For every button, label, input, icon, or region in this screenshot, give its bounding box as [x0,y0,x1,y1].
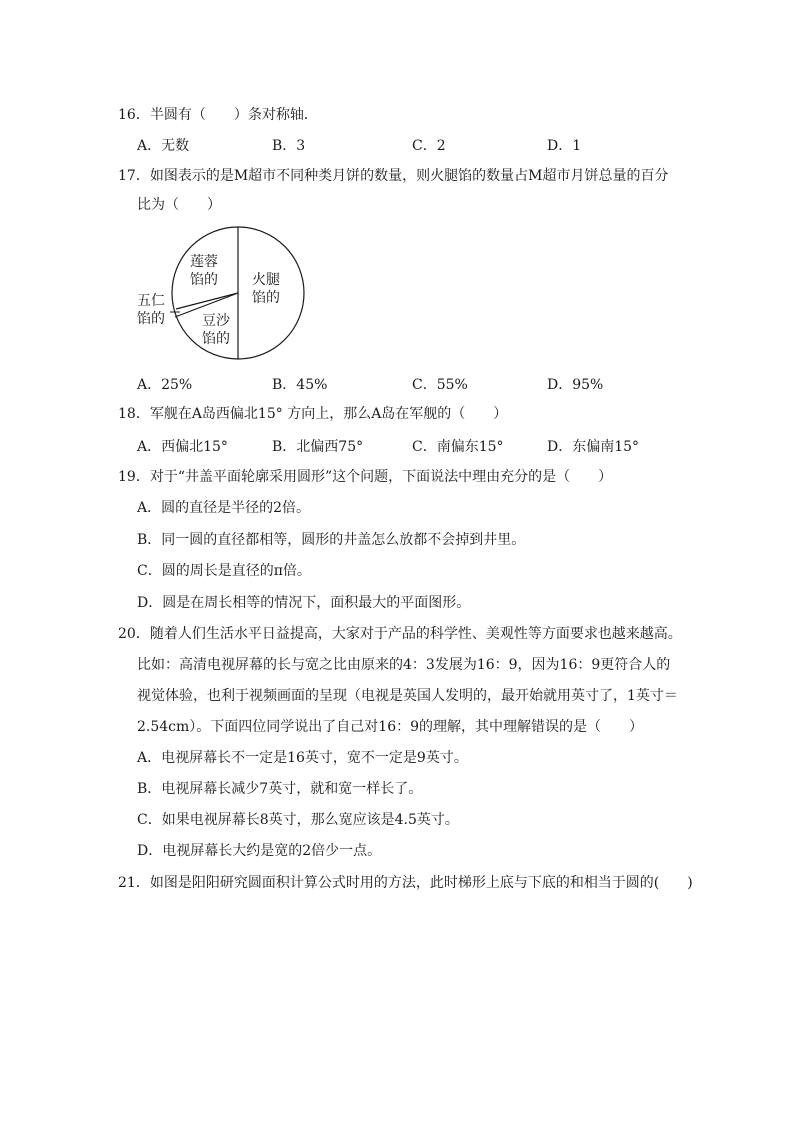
slice-label-ham-2: 馅的 [252,290,280,306]
option-a[interactable]: A．西偏北15° [137,439,228,455]
question-18-stem: 18．军舰在A岛西偏北15° 方向上，那么A岛在军舰的（ ） [118,406,508,422]
slice-label-lotus-1: 莲蓉 [190,254,218,270]
question-19-stem: 19．对于“井盖平面轮廓采用圆形”这个问题，下面说法中理由充分的是（ ） [118,469,613,485]
question-17-stem-line-2: 比为（ ） [137,197,221,213]
question-16-stem: 16．半圆有（ ）条对称轴． [118,107,318,123]
option-b[interactable]: B．3 [272,138,306,154]
question-20-stem-line-2: 比如：高清电视屏幕的长与宽之比由原来的4：3发展为16：9，因为16：9更符合人的 [137,657,671,673]
slice-label-lotus-2: 馅的 [190,272,218,288]
slice-label-five-1: 五仁 [137,293,165,309]
slice-label-bean-1: 豆沙 [202,313,230,329]
option-d[interactable]: D．95% [547,377,604,393]
option-b[interactable]: B．北偏西75° [272,439,364,455]
question-20-option-d[interactable]: D．电视屏幕长大约是宽的2倍少一点。 [137,843,382,859]
option-c[interactable]: C．55% [412,377,468,393]
option-d[interactable]: D．东偏南15° [547,439,640,455]
slice-label-ham-1: 火腿 [252,272,280,288]
question-17-options [137,374,697,392]
option-c[interactable]: C．2 [412,138,446,154]
question-17-stem-line-1: 17．如图表示的是M超市不同种类月饼的数量，则火腿馅的数量占M超市月饼总量的百分 [118,168,669,184]
mooncake-pie-chart [128,222,318,364]
question-19-option-a[interactable]: A．圆的直径是半径的2倍。 [137,500,311,516]
option-a[interactable]: A．无数 [137,138,190,154]
question-21-stem: 21．如图是阳阳研究圆面积计算公式时用的方法，此时梯形上底与下底的和相当于圆的( ) [118,875,693,891]
question-19-option-c[interactable]: C．圆的周长是直径的π倍。 [137,563,311,579]
question-16-options [137,135,697,153]
question-18-options [137,436,697,454]
option-d[interactable]: D．1 [547,138,582,154]
option-c[interactable]: C．南偏东15° [412,439,504,455]
question-19-option-d[interactable]: D．圆是在周长相等的情况下，面积最大的平面图形。 [137,595,471,611]
question-20-stem-line-3: 视觉体验，也利于视频画面的呈现（电视是英国人发明的，最开始就用英寸了，1英寸＝ [137,688,678,704]
question-20-option-a[interactable]: A．电视屏幕长不一定是16英寸，宽不一定是9英寸。 [137,750,468,766]
slice-label-five-2: 馅的 [137,311,165,327]
option-a[interactable]: A．25% [137,377,193,393]
option-b[interactable]: B．45% [272,377,328,393]
pie-divider-left-upper [176,293,238,309]
slice-label-bean-2: 馅的 [202,331,230,347]
question-19-option-b[interactable]: B．同一圆的直径都相等，圆形的井盖怎么放都不会掉到井里。 [137,532,526,548]
question-20-stem-line-4: 2.54cm）。下面四位同学说出了自己对16：9的理解，其中理解错误的是（ ） [137,719,644,735]
question-20-option-c[interactable]: C．如果电视屏幕长8英寸，那么宽应该是4.5英寸。 [137,812,459,828]
question-20-stem-line-1: 20．随着人们生活水平日益提高，大家对于产品的科学性、美观性等方面要求也越来越高。 [118,626,682,642]
question-20-option-b[interactable]: B．电视屏幕长减少7英寸，就和宽一样长了。 [137,781,423,797]
